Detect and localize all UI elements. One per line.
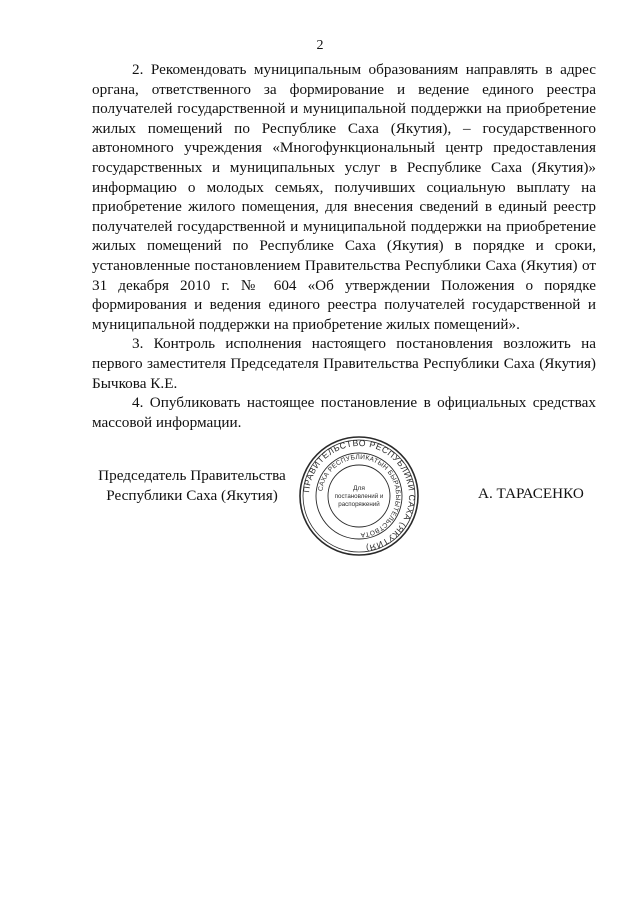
document-body [92,60,596,432]
seal-inner-text: САХА РЕСПУБЛИКАТЫН БЫРАБЫЫТЕЛЬСТВОТА [317,453,402,539]
paragraph-2: 2. Рекомендовать муниципальным образованиям направлять в адрес органа, ответственного за формирование и ведение единого реестра получателей государственной и муниципальной поддержки на приобретение жилых помещений по Республике Саха (Якутия), – государственного автономного учреждения «Многофункциональный центр предоставления государственных и муниципальных услуг в Республике Саха (Якутия)» информацию о молодых семьях, получивших социальную выплату на приобретение жилого помещения, для внесения сведений в единый реестр получателей государственной и муниципальной поддержки на приобретение жилых помещений по Республике Саха (Якутия) в порядке и сроки, установленные постановлением Правительства Республики Саха (Якутия) от 31 декабря 2010 г. № 604 «Об утверждении Положения о порядке формирования и ведения единого реестра получателей государственной и муниципальной поддержки на приобретение жилых помещений». [92,61,596,333]
signature-block [0,434,640,584]
seal-outer-text: ПРАВИТЕЛЬСТВО РЕСПУБЛИКИ САХА (ЯКУТИЯ) [301,437,418,554]
page-number: 2 [316,38,324,53]
signer-title-line-1: Председатель Правительства [98,467,286,484]
paragraph-3: 3. Контроль исполнения настоящего постановления возложить на первого заместителя Председателя Правительства Республики Саха (Якутия) Бычкова К.Е. [92,335,596,392]
official-seal-stamp [297,434,421,558]
signer-title-line-2: Республики Саха (Якутия) [106,486,278,504]
seal-center-line-3: распоряжений [338,501,380,508]
seal-graphic [297,434,421,558]
seal-center-line-1: Для [353,485,365,492]
paragraph-4: 4. Опубликовать настоящее постановление в официальных средствах массовой информации. [92,394,596,431]
signer-name: А. ТАРАСЕНКО [478,485,584,502]
signer-title [92,466,292,505]
seal-center-line-2: постановлений и [334,493,384,500]
